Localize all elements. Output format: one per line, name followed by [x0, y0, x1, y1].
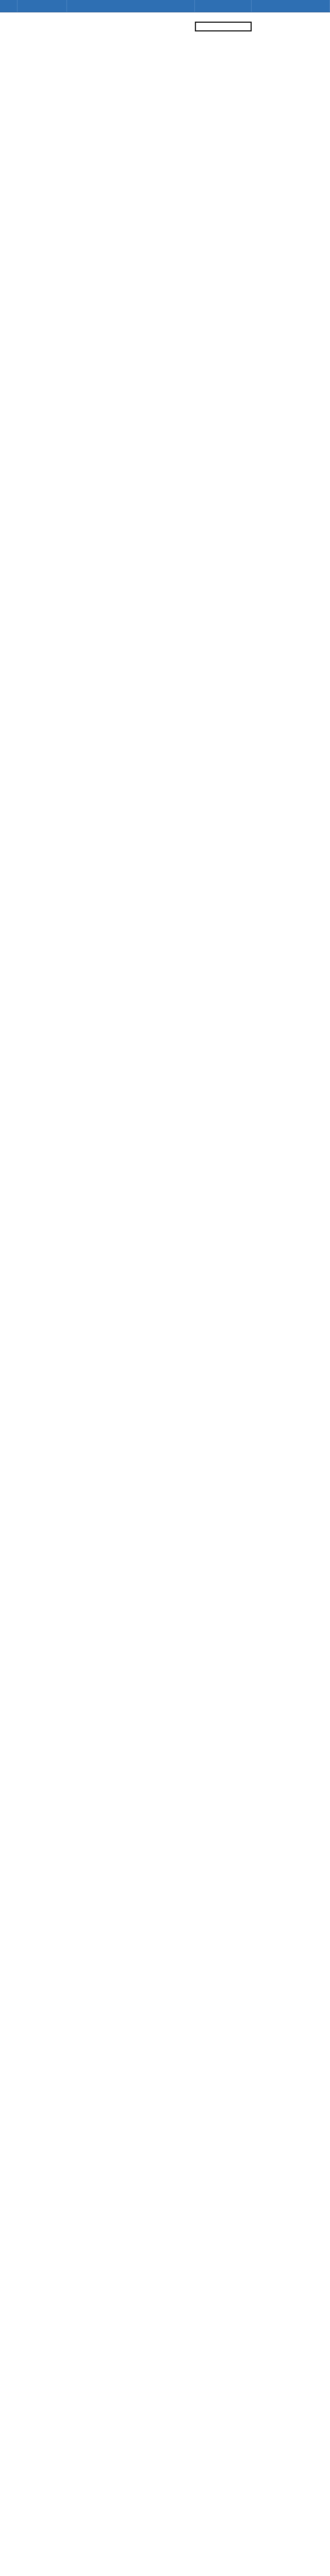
header-district [18, 0, 67, 12]
header-rank [0, 0, 18, 12]
header-price [195, 0, 252, 12]
selected-cell-outline [195, 22, 252, 31]
ranking-table [0, 0, 330, 12]
header-name [67, 0, 195, 12]
header-change [252, 0, 330, 12]
table-header [0, 0, 330, 12]
